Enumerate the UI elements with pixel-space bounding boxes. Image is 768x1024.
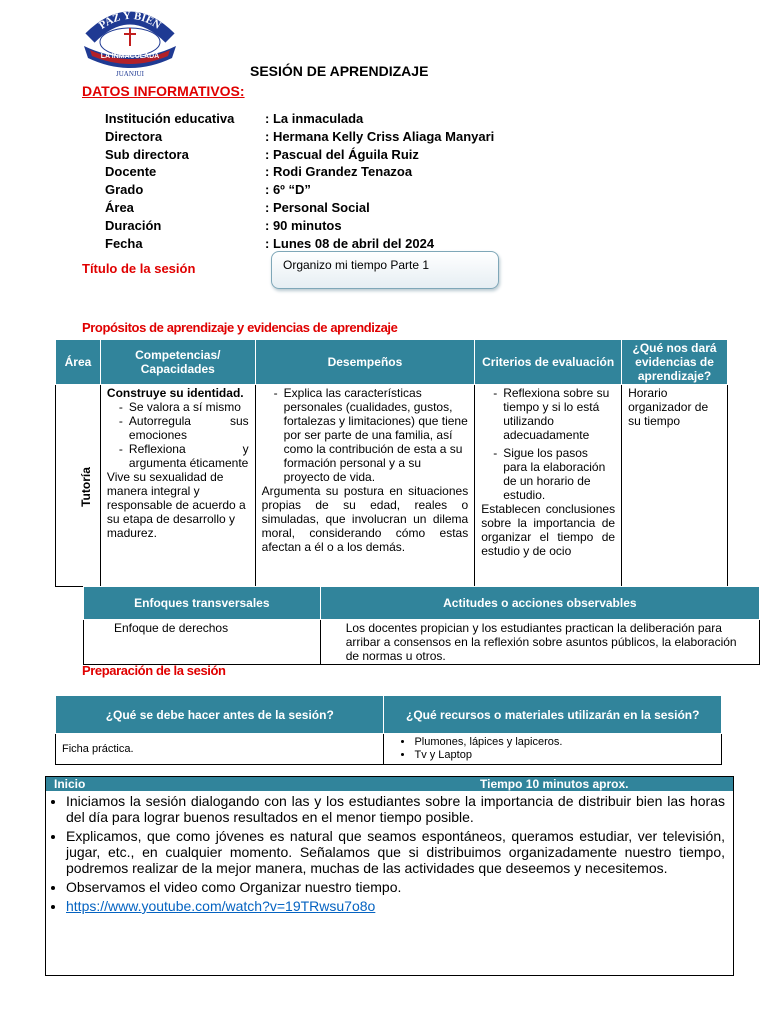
- inicio-box: [45, 776, 734, 976]
- info-value: : La inmaculada: [265, 111, 364, 126]
- logo-bottom-text: JUANJUI: [116, 70, 144, 78]
- info-value: : Rodi Grandez Tenazoa: [265, 164, 413, 180]
- info-key: Directora: [105, 128, 163, 144]
- recurso-item: • Tv y Laptop: [414, 749, 715, 762]
- info-value: : 90 minutos: [265, 217, 342, 233]
- competencia-item: - Reflexiona y argumenta éticamente: [119, 442, 249, 470]
- actitud-cell: Los docentes propician y los estudiantes practican la deliberación para arribar a consensos en la reflexión sobre asuntos públicos, la elaboración de normas u otros.: [320, 620, 759, 665]
- recursos-cell: [384, 734, 722, 765]
- desempeno-extra: Argumenta su postura en situaciones propias de su edad, reales o simuladas, que involucran un dilema moral, considerando cómo estas afectan a él o a los demás.: [261, 484, 469, 554]
- recurso-item: • Plumones, lápices y lapiceros.: [414, 736, 715, 749]
- info-value: : 6º “D”: [265, 182, 311, 198]
- school-logo: [80, 6, 180, 78]
- titulo-label: Título de la sesión: [82, 261, 196, 276]
- area-cell: [56, 385, 101, 587]
- inicio-label: Inicio: [54, 777, 86, 791]
- page-title: SESIÓN DE APRENDIZAJE: [250, 63, 429, 79]
- desempeno-item: - Explica las características personales (cualidades, gustos, fortalezas y limitaciones) que tiene por ser parte de una familia, así como la contribución de esta a su formación personal y a su proyecto de vida.: [274, 386, 469, 484]
- competencia-extra: Vive su sexualidad de manera integral y responsable de acuerdo a su etapa de desarrollo y madurez.: [106, 470, 246, 540]
- competencia-item: - Autorregula sus emociones: [119, 414, 249, 442]
- header-evidencias: ¿Qué nos dará evidencias de aprendizaje?: [622, 340, 728, 385]
- preparacion-heading: Preparación de la sesión: [82, 663, 226, 678]
- info-row: [105, 110, 494, 128]
- criterio-item: - Sigue los pasos para la elaboración de un horario de estudio.: [493, 446, 615, 502]
- propositos-table: [55, 339, 728, 587]
- propositos-heading: Propósitos de aprendizaje y evidencias de aprendizaje: [82, 320, 398, 335]
- preparacion-table: [55, 695, 722, 765]
- info-value: : Hermana Kelly Criss Aliaga Manyari: [265, 128, 495, 144]
- header-enfoques: Enfoques transversales: [84, 587, 321, 620]
- header-area: Área: [56, 340, 101, 385]
- info-key: Área: [105, 199, 134, 215]
- header-desempenos: Desempeños: [255, 340, 475, 385]
- info-key: Grado: [105, 182, 144, 198]
- video-link[interactable]: https://www.youtube.com/watch?v=19TRwsu7o8o: [66, 898, 376, 914]
- info-key: Sub directora: [105, 146, 189, 162]
- info-row: [105, 199, 494, 217]
- info-value: : Pascual del Águila Ruiz: [265, 146, 419, 162]
- inicio-tiempo: Tiempo 10 minutos aprox.: [480, 777, 629, 791]
- info-row: [105, 181, 494, 199]
- info-row: [105, 128, 494, 146]
- info-row: [105, 217, 494, 235]
- enfoques-table: [83, 586, 760, 665]
- titulo-value: Organizo mi tiempo Parte 1: [283, 258, 430, 272]
- competencia-title: Construye su identidad.: [106, 386, 244, 400]
- inicio-item: • Iniciamos la sesión dialogando con las y los estudiantes sobre la importancia de distribuir bien las horas del día para lograr buenos resultados en el menor tiempo posible.: [66, 793, 725, 825]
- header-actitudes: Actitudes o acciones observables: [320, 587, 759, 620]
- criterio-extra: Establecen conclusiones sobre la importancia de organizar el tiempo de estudio y de ocio: [481, 502, 616, 558]
- inicio-item: • Explicamos, que como jóvenes es natural que seamos espontáneos, queramos estudiar, ver televisión, jugar, etc., en cualquier momento. Señalamos que si distribuimos organizadamente nuestro tiempo, podremos realizar de la mejor manera, muchas de las actividades que deseemos y necesitemos.: [66, 828, 725, 876]
- logo-band-text: LA INMACULADA: [100, 53, 160, 60]
- inicio-link-item: [66, 898, 725, 914]
- header-competencias: Competencias/ Capacidades: [100, 340, 255, 385]
- inicio-header: [46, 777, 733, 791]
- titulo-box: [271, 251, 499, 289]
- info-key: Docente: [105, 164, 157, 180]
- competencia-item: - Se valora a sí mismo: [119, 400, 249, 414]
- info-key: Duración: [105, 217, 162, 233]
- area-label: Tutoría: [78, 467, 93, 507]
- info-value: : Personal Social: [265, 199, 370, 215]
- inicio-body: [50, 793, 725, 917]
- info-block: [105, 110, 494, 252]
- datos-heading: DATOS INFORMATIVOS:: [82, 83, 245, 99]
- criterio-item: - Reflexiona sobre su tiempo y si lo está utilizando adecuadamente: [493, 386, 615, 442]
- evidencia-cell: Horario organizador de su tiempo: [622, 385, 728, 587]
- criterios-cell: [475, 385, 622, 587]
- header-criterios: Criterios de evaluación: [475, 340, 622, 385]
- logo-top-text: PAZ Y BIEN: [96, 9, 163, 32]
- info-value: : Lunes 08 de abril del 2024: [265, 235, 435, 251]
- inicio-item: • Observamos el video como Organizar nuestro tiempo.: [66, 879, 725, 895]
- info-row: [105, 235, 494, 253]
- info-key: Fecha: [105, 235, 143, 251]
- info-row: [105, 146, 494, 164]
- info-row: [105, 163, 494, 181]
- enfoque-cell: Enfoque de derechos: [84, 620, 321, 665]
- desempenos-cell: [255, 385, 475, 587]
- header-recursos: ¿Qué recursos o materiales utilizarán en la sesión?: [384, 696, 722, 734]
- competencias-cell: [100, 385, 255, 587]
- info-key: Institución educativa: [105, 111, 235, 126]
- header-antes: ¿Qué se debe hacer antes de la sesión?: [56, 696, 384, 734]
- antes-cell: Ficha práctica.: [56, 734, 384, 765]
